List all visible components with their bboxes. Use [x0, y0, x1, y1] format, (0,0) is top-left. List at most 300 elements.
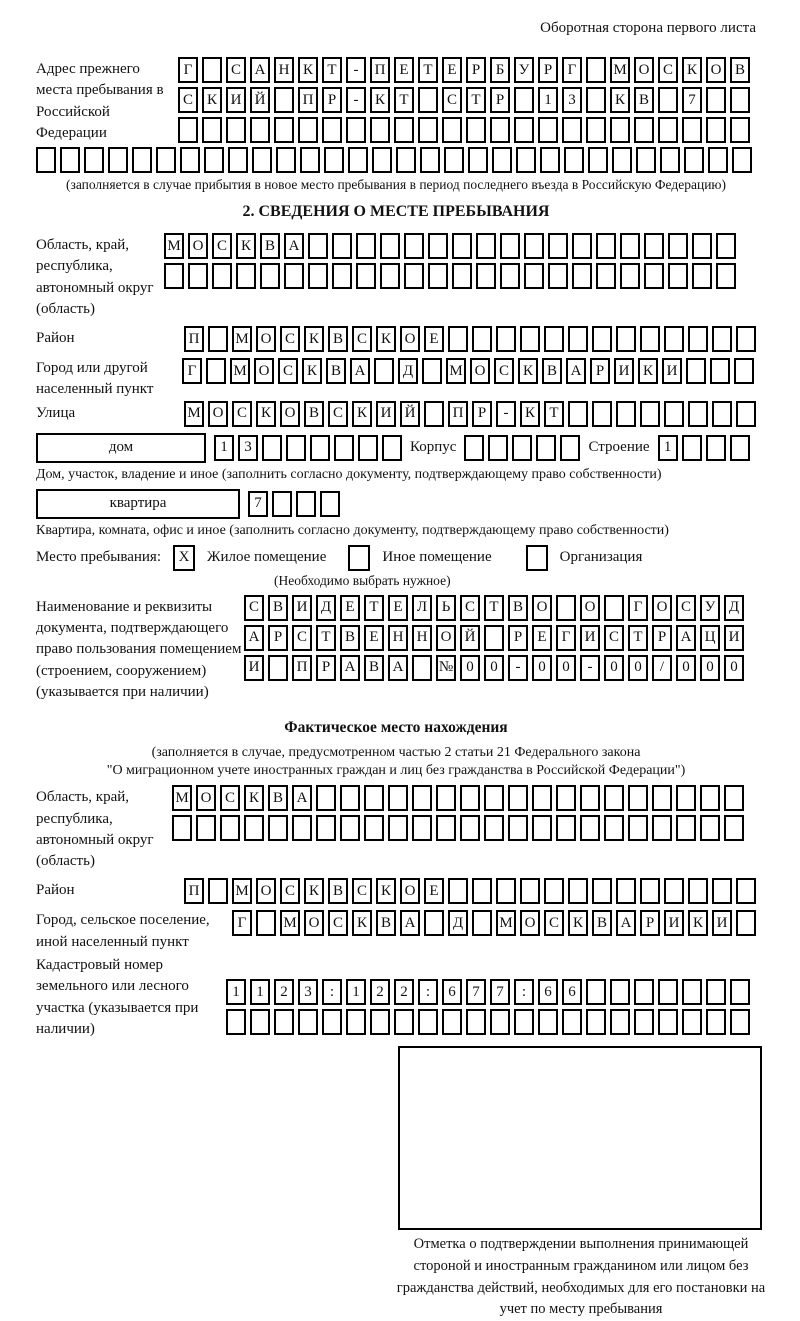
char-cell [644, 233, 664, 259]
char-cell [250, 1009, 270, 1035]
actual-district-block [36, 878, 756, 908]
char-cell [658, 117, 678, 143]
char-cell [586, 57, 606, 83]
char-cell: Е [388, 595, 408, 621]
char-cell: 0 [556, 655, 576, 681]
char-cell [556, 815, 576, 841]
char-cell [544, 326, 564, 352]
char-cell [736, 401, 756, 427]
char-cell [484, 815, 504, 841]
char-cell: Г [178, 57, 198, 83]
house-number-cells [214, 435, 402, 461]
char-cell [686, 358, 706, 384]
stay-type-option-residential: Жилое помещение [207, 549, 327, 566]
char-cell [592, 326, 612, 352]
char-cell: Р [640, 910, 660, 936]
char-cell: 7 [248, 491, 268, 517]
char-cell: О [188, 233, 208, 259]
char-cell [286, 435, 306, 461]
char-cell [418, 87, 438, 113]
char-cell [716, 263, 736, 289]
char-cell [300, 147, 320, 173]
char-cell [276, 147, 296, 173]
char-cell [658, 1009, 678, 1035]
char-cell: О [400, 878, 420, 904]
char-cell: Р [466, 57, 486, 83]
char-cell [490, 1009, 510, 1035]
char-cell [226, 1009, 246, 1035]
char-cell [512, 435, 532, 461]
char-cell [730, 979, 750, 1005]
char-cell [464, 435, 484, 461]
char-cell: О [196, 785, 216, 811]
char-cell [272, 491, 292, 517]
char-cell [36, 147, 56, 173]
char-cell [500, 233, 520, 259]
char-cell: Д [448, 910, 468, 936]
char-cell [324, 147, 344, 173]
char-cell [586, 117, 606, 143]
char-cell: Т [628, 625, 648, 651]
char-cell [658, 979, 678, 1005]
char-cell [610, 1009, 630, 1035]
char-cell [196, 815, 216, 841]
char-cell [644, 263, 664, 289]
actual-location-title: Фактическое место нахождения [284, 719, 508, 737]
char-cell: В [508, 595, 528, 621]
char-cell [274, 117, 294, 143]
char-cell: Б [490, 57, 510, 83]
actual-city-row [232, 910, 756, 936]
char-cell [664, 401, 684, 427]
char-cell [712, 326, 732, 352]
char-cell: О [470, 358, 490, 384]
char-cell: К [520, 401, 540, 427]
char-cell: 1 [226, 979, 246, 1005]
char-cell [202, 117, 222, 143]
char-cell: С [442, 87, 462, 113]
stroenie-label: Строение [588, 439, 650, 456]
char-cell [676, 785, 696, 811]
char-cell [262, 435, 282, 461]
char-cell: Е [442, 57, 462, 83]
char-cell: Г [182, 358, 202, 384]
char-cell [620, 233, 640, 259]
char-cell [476, 233, 496, 259]
char-cell: Й [250, 87, 270, 113]
char-cell [428, 263, 448, 289]
char-cell: О [706, 57, 726, 83]
char-cell: А [566, 358, 586, 384]
confirmation-stamp-box [398, 1046, 762, 1230]
district-label: Район [36, 330, 75, 347]
district-block [36, 326, 756, 356]
char-cell [532, 785, 552, 811]
char-cell [178, 117, 198, 143]
char-cell [164, 263, 184, 289]
char-cell [730, 117, 750, 143]
char-cell: В [304, 401, 324, 427]
char-cell [442, 1009, 462, 1035]
char-cell: 3 [238, 435, 258, 461]
char-cell [712, 878, 732, 904]
char-cell: М [446, 358, 466, 384]
char-cell [404, 263, 424, 289]
char-cell: О [634, 57, 654, 83]
char-cell: Г [628, 595, 648, 621]
char-cell [538, 1009, 558, 1035]
char-cell: К [304, 326, 324, 352]
cadastral-label: Кадастровый номер земельного или лесного участка (указывается при наличии) [36, 957, 199, 1037]
stay-type-option-other: Иное помещение [382, 549, 492, 566]
char-cell: С [328, 401, 348, 427]
char-cell: - [346, 57, 366, 83]
char-cell: В [592, 910, 612, 936]
char-cell [424, 910, 444, 936]
city-block [36, 356, 756, 401]
char-cell: - [580, 655, 600, 681]
char-cell: И [662, 358, 682, 384]
char-cell: С [212, 233, 232, 259]
char-cell [220, 815, 240, 841]
char-cell [188, 263, 208, 289]
char-cell: К [256, 401, 276, 427]
char-cell: С [220, 785, 240, 811]
char-cell: Т [316, 625, 336, 651]
char-cell [508, 785, 528, 811]
char-cell [356, 233, 376, 259]
char-cell [548, 233, 568, 259]
char-cell: Е [394, 57, 414, 83]
char-cell: - [496, 401, 516, 427]
char-cell: Е [424, 326, 444, 352]
char-cell: О [256, 878, 276, 904]
char-cell [586, 87, 606, 113]
stay-type-option-organization: Организация [559, 549, 643, 566]
char-cell [172, 815, 192, 841]
char-cell [374, 358, 394, 384]
char-cell: А [244, 625, 264, 651]
char-cell [520, 326, 540, 352]
char-cell [596, 233, 616, 259]
char-cell [564, 147, 584, 173]
char-cell: К [352, 910, 372, 936]
char-cell: А [292, 785, 312, 811]
char-cell [348, 147, 368, 173]
char-cell: В [340, 625, 360, 651]
char-cell: Р [538, 57, 558, 83]
prev-address-row-1 [178, 57, 750, 83]
char-cell: Г [556, 625, 576, 651]
char-cell: Ь [436, 595, 456, 621]
char-cell [568, 401, 588, 427]
char-cell [460, 815, 480, 841]
char-cell [412, 815, 432, 841]
char-cell [736, 326, 756, 352]
char-cell: 7 [490, 979, 510, 1005]
char-cell [540, 147, 560, 173]
char-cell: Р [322, 87, 342, 113]
char-cell [734, 358, 754, 384]
char-cell: Г [562, 57, 582, 83]
char-cell [538, 117, 558, 143]
char-cell: Й [460, 625, 480, 651]
street-label: Улица [36, 404, 76, 421]
char-cell: 2 [274, 979, 294, 1005]
char-cell: В [268, 595, 288, 621]
actual-district-row [184, 878, 756, 904]
char-cell [380, 233, 400, 259]
document-block [36, 595, 756, 703]
char-cell [640, 401, 660, 427]
char-cell [298, 117, 318, 143]
char-cell: Л [412, 595, 432, 621]
char-cell: И [226, 87, 246, 113]
char-cell [452, 233, 472, 259]
apartment-line [36, 489, 756, 519]
char-cell [208, 878, 228, 904]
char-cell [274, 1009, 294, 1035]
char-cell [604, 815, 624, 841]
char-cell [556, 595, 576, 621]
char-cell: С [178, 87, 198, 113]
char-cell: Т [484, 595, 504, 621]
char-cell: В [542, 358, 562, 384]
stamp-caption: Отметка о подтверждении выполнения принимающей стороной и иностранным гражданином или лицом без гражданства действий, необходимых для его постановки на учет по месту пребывания [396, 1236, 766, 1318]
char-cell: 7 [466, 979, 486, 1005]
char-cell [636, 147, 656, 173]
char-cell [382, 435, 402, 461]
char-cell [634, 979, 654, 1005]
house-caption: Дом, участок, владение и иное (заполнить согласно документу, подтверждающему право собственности) [36, 466, 662, 482]
char-cell: Р [316, 655, 336, 681]
stay-type-line [36, 545, 756, 571]
char-cell [592, 878, 612, 904]
char-cell [736, 910, 756, 936]
char-cell: Т [418, 57, 438, 83]
section2-title: 2. СВЕДЕНИЯ О МЕСТЕ ПРЕБЫВАНИЯ [242, 203, 550, 220]
char-cell: Д [316, 595, 336, 621]
char-cell: 0 [484, 655, 504, 681]
char-cell: В [364, 655, 384, 681]
char-cell [676, 815, 696, 841]
city-label: Город или другой населенный пункт [36, 360, 154, 398]
stay-type-checkbox-other [348, 545, 370, 571]
char-cell [562, 117, 582, 143]
char-cell: М [230, 358, 250, 384]
actual-city-block [36, 908, 756, 953]
char-cell: Е [340, 595, 360, 621]
char-cell: В [634, 87, 654, 113]
char-cell: М [496, 910, 516, 936]
char-cell: К [370, 87, 390, 113]
char-cell [560, 435, 580, 461]
stay-type-checkbox-organization [526, 545, 548, 571]
char-cell: Н [412, 625, 432, 651]
char-cell [132, 147, 152, 173]
actual-location-note-2: "О миграционном учете иностранных граждан и лиц без гражданства в Российской Федерации") [106, 763, 686, 779]
char-cell [156, 147, 176, 173]
char-cell: В [326, 358, 346, 384]
char-cell [296, 491, 316, 517]
cadastral-block [36, 953, 756, 1040]
char-cell [228, 147, 248, 173]
char-cell: И [712, 910, 732, 936]
char-cell: 3 [562, 87, 582, 113]
char-cell [420, 147, 440, 173]
char-cell [364, 785, 384, 811]
char-cell: - [508, 655, 528, 681]
char-cell: Р [652, 625, 672, 651]
char-cell [250, 117, 270, 143]
char-cell [658, 87, 678, 113]
char-cell: П [370, 57, 390, 83]
char-cell [358, 435, 378, 461]
char-cell: С [494, 358, 514, 384]
char-cell [652, 785, 672, 811]
char-cell: 0 [532, 655, 552, 681]
char-cell: П [184, 326, 204, 352]
char-cell: М [280, 910, 300, 936]
char-cell: О [400, 326, 420, 352]
char-cell: А [284, 233, 304, 259]
char-cell [292, 815, 312, 841]
district-row [184, 326, 756, 352]
char-cell: Ц [700, 625, 720, 651]
char-cell [586, 1009, 606, 1035]
char-cell: О [652, 595, 672, 621]
char-cell: 1 [250, 979, 270, 1005]
char-cell: К [376, 326, 396, 352]
char-cell [592, 401, 612, 427]
char-cell [308, 263, 328, 289]
char-cell [268, 655, 288, 681]
document-row-1 [244, 595, 744, 621]
char-cell: И [292, 595, 312, 621]
char-cell: А [616, 910, 636, 936]
char-cell [604, 595, 624, 621]
char-cell: П [292, 655, 312, 681]
char-cell [428, 233, 448, 259]
char-cell [394, 117, 414, 143]
char-cell: К [202, 87, 222, 113]
char-cell [284, 263, 304, 289]
char-cell [700, 785, 720, 811]
char-cell [724, 815, 744, 841]
char-cell: И [376, 401, 396, 427]
char-cell [706, 87, 726, 113]
char-cell [404, 233, 424, 259]
char-cell [640, 326, 660, 352]
char-cell [332, 263, 352, 289]
char-cell [340, 815, 360, 841]
char-cell [568, 878, 588, 904]
region-block [36, 233, 756, 320]
char-cell: К [352, 401, 372, 427]
char-cell [60, 147, 80, 173]
actual-region-block [36, 785, 756, 872]
cadastral-row-2 [226, 1009, 750, 1035]
char-cell [490, 117, 510, 143]
region-row-1 [164, 233, 736, 259]
char-cell [682, 1009, 702, 1035]
char-cell: С [280, 326, 300, 352]
char-cell [484, 785, 504, 811]
char-cell [610, 117, 630, 143]
char-cell: И [244, 655, 264, 681]
char-cell [202, 57, 222, 83]
char-cell [562, 1009, 582, 1035]
char-cell [572, 263, 592, 289]
document-row-2 [244, 625, 744, 651]
char-cell [394, 1009, 414, 1035]
char-cell [484, 625, 504, 651]
char-cell: С [352, 878, 372, 904]
char-cell [664, 878, 684, 904]
char-cell: К [304, 878, 324, 904]
char-cell [706, 435, 726, 461]
char-cell: П [448, 401, 468, 427]
char-cell [514, 87, 534, 113]
char-cell [208, 326, 228, 352]
char-cell: В [260, 233, 280, 259]
char-cell: К [682, 57, 702, 83]
char-cell: В [328, 326, 348, 352]
char-cell [388, 785, 408, 811]
korpus-cells [464, 435, 580, 461]
char-cell [388, 815, 408, 841]
char-cell: У [700, 595, 720, 621]
char-cell: К [610, 87, 630, 113]
char-cell [442, 117, 462, 143]
prev-address-row-4 [36, 147, 756, 173]
char-cell: О [208, 401, 228, 427]
char-cell: П [298, 87, 318, 113]
char-cell: Г [232, 910, 252, 936]
char-cell [520, 878, 540, 904]
char-cell: № [436, 655, 456, 681]
char-cell [268, 815, 288, 841]
char-cell [244, 815, 264, 841]
char-cell: - [346, 87, 366, 113]
char-cell [466, 1009, 486, 1035]
char-cell [616, 401, 636, 427]
char-cell: К [568, 910, 588, 936]
char-cell [448, 878, 468, 904]
char-cell [692, 263, 712, 289]
stay-type-note: (Необходимо выбрать нужное) [274, 572, 451, 588]
char-cell [308, 233, 328, 259]
house-box: дом [36, 433, 206, 463]
char-cell [418, 117, 438, 143]
prev-address-label: Адрес прежнего места пребывания в Российской Федерации [36, 61, 164, 141]
document-label: Наименование и реквизиты документа, подтверждающего право пользования помещением (строением, сооружением) (указывается при наличии) [36, 598, 242, 700]
char-cell [322, 117, 342, 143]
char-cell [708, 147, 728, 173]
char-cell: 6 [562, 979, 582, 1005]
char-cell [472, 326, 492, 352]
char-cell [668, 263, 688, 289]
char-cell [692, 233, 712, 259]
stay-type-checkbox-residential: X [173, 545, 195, 571]
actual-region-row-2 [172, 815, 744, 841]
region-row-2 [164, 263, 736, 289]
char-cell [568, 326, 588, 352]
char-cell [180, 147, 200, 173]
char-cell: Р [490, 87, 510, 113]
prev-address-rows [178, 57, 750, 147]
char-cell: Р [472, 401, 492, 427]
